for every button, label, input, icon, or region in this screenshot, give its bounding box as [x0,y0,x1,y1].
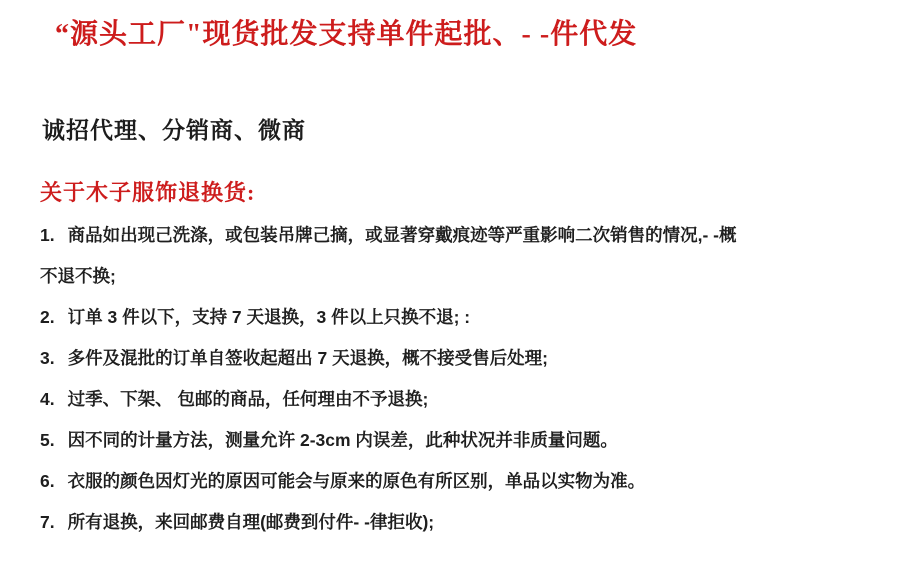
list-item-text: 衣服的颜色因灯光的原因可能会与原来的原色有所区别，单品以实物为准。 [67,471,646,491]
list-item-text: 过季、下架、 包邮的商品，任何理由不予退换; [67,389,429,409]
list-item-text: 多件及混批的订单自签收起超出 7 天退换，概不接受售后处理; [67,348,548,368]
list-item-text: 商品如出现己洗涤，或包装吊牌己摘，或显著穿戴痕迹等严重影响二次销售的情况,- -概 [67,225,737,245]
list-item-text: 因不同的计量方法，测量允许 2-3cm 内误差，此种状况并非质量问题。 [67,430,618,450]
list-item-7 [40,508,900,549]
policy-list [40,221,900,549]
list-item-text: 所有退换，来回邮费自理(邮费到付件- -律拒收); [67,512,435,532]
policy-heading: 关于木子服饰退换货: [40,180,256,205]
list-item-6 [40,467,900,508]
list-item-2 [40,303,900,344]
list-item-number: 5. [40,430,55,450]
list-item-number: 7. [40,512,55,532]
page-title: “源头工厂"现货批发支持单件起批、- -件代发 [55,19,638,50]
list-item-4 [40,385,900,426]
list-item-5 [40,426,900,467]
list-item-number: 1. [40,225,55,245]
list-item-text: 不退不换; [40,266,116,286]
list-item-3 [40,344,900,385]
list-item-text: 订单 3 件以下，支持 7 天退换，3 件以上只换不退; : [67,307,471,327]
list-item-number: 6. [40,471,55,491]
list-item-number: 2. [40,307,55,327]
list-item-1 [40,221,900,262]
list-item-1-continuation [40,262,900,303]
recruit-heading: 诚招代理、分销商、微商 [42,118,306,143]
list-item-number: 4. [40,389,55,409]
list-item-number: 3. [40,348,55,368]
